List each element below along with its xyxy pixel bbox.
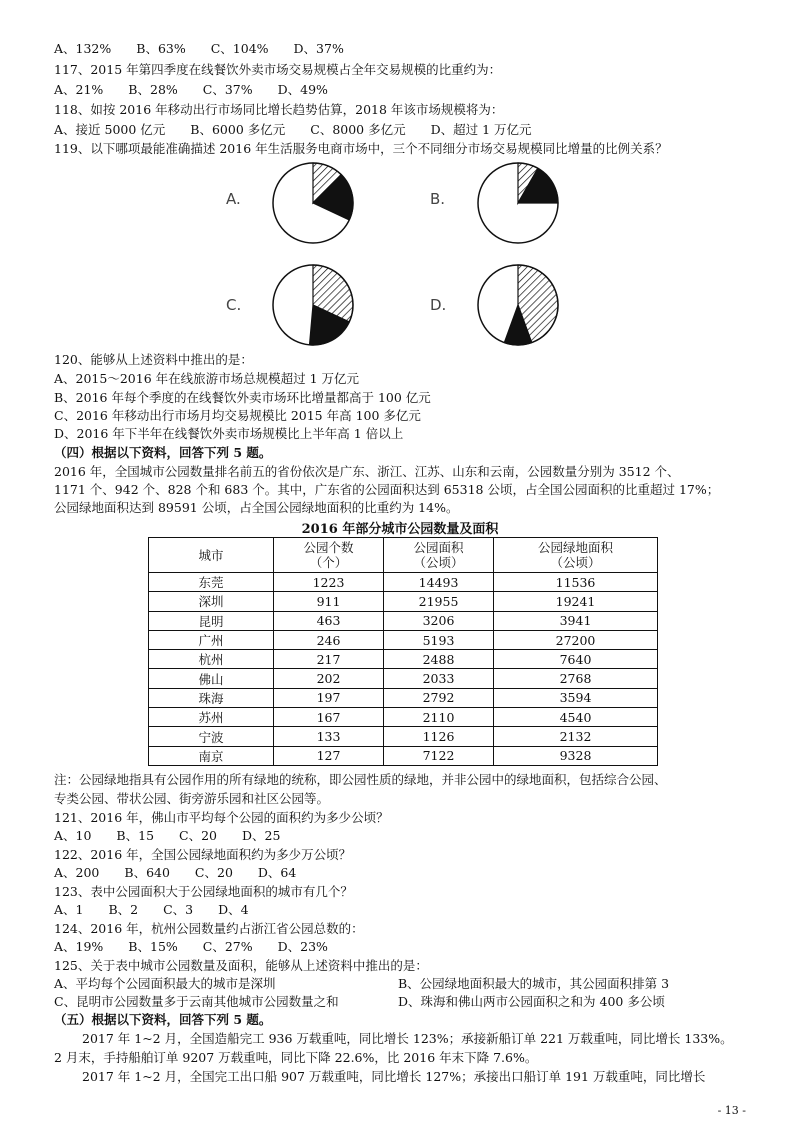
question-125: 125、关于表中城市公园数量及面积，能够从上述资料中推出的是：: [54, 958, 428, 973]
cell-count: 1223: [274, 573, 384, 592]
cell-city: 广州: [149, 630, 274, 649]
question-120: 120、能够从上述资料中推出的是：: [54, 352, 253, 367]
question-124: 124、2016 年，杭州公园数量约占浙江省公园总数的：: [54, 921, 364, 936]
cell-green: 4540: [494, 708, 658, 727]
pie-label-c: C.: [226, 296, 242, 314]
cell-green: 2768: [494, 669, 658, 688]
cell-city: 东莞: [149, 573, 274, 592]
table-note-1: 注：公园绿地指具有公园作用的所有绿地的统称，即公园性质的绿地，并非公园中的绿地面积，包括综合公园、: [54, 772, 667, 787]
options-124: A、19% B、15% C、27% D、23%: [54, 939, 328, 954]
question-119: 119、以下哪项最能准确描述 2016 年生活服务电商市场中，三个不同细分市场交易规模同比增量的比例关系？: [54, 141, 668, 156]
table-row: [149, 573, 658, 592]
section-4-heading: （四）根据以下资料，回答下列 5 题。: [54, 445, 272, 460]
cell-city: 深圳: [149, 592, 274, 611]
cell-count: 167: [274, 708, 384, 727]
cell-city: 南京: [149, 746, 274, 765]
question-118: 118、如按 2016 年移动出行市场同比增长趋势估算，2018 年该市场规模将为：: [54, 102, 504, 117]
cell-area: 2033: [384, 669, 494, 688]
header-park-count: 公园个数 （个）: [274, 538, 384, 573]
table-row: [149, 611, 658, 630]
cell-count: 463: [274, 611, 384, 630]
cell-count: 911: [274, 592, 384, 611]
option-120-a: A、2015～2016 年在线旅游市场总规模超过 1 万亿元: [54, 371, 360, 386]
question-122: 122、2016 年，全国公园绿地面积约为多少万公顷？: [54, 847, 352, 862]
cell-count: 127: [274, 746, 384, 765]
cell-count: 202: [274, 669, 384, 688]
table-row: [149, 630, 658, 649]
pie-chart-b: [475, 160, 561, 246]
pie-label-b: B.: [430, 190, 446, 208]
cell-count: 133: [274, 727, 384, 746]
cell-green: 9328: [494, 746, 658, 765]
table-row: [149, 746, 658, 765]
option-120-c: C、2016 年移动出行市场月均交易规模比 2015 年高 100 多亿元: [54, 408, 421, 423]
question-121: 121、2016 年，佛山市平均每个公园的面积约为多少公顷？: [54, 810, 389, 825]
option-125-b: B、公园绿地面积最大的城市，其公园面积排第 3: [398, 976, 670, 991]
header-park-area: 公园面积 （公顷）: [384, 538, 494, 573]
table-row: [149, 650, 658, 669]
section-5-paragraph-3: 2017 年 1~2 月，全国完工出口船 907 万载重吨，同比增长 127%；承接出口船订单 191 万载重吨，同比增长: [82, 1069, 706, 1084]
table-row: [149, 688, 658, 707]
section-4-paragraph-1: 2016 年，全国城市公园数量排名前五的省份依次是广东、浙江、江苏、山东和云南，公园数量分别为 3512 个、: [54, 464, 680, 479]
cell-area: 2792: [384, 688, 494, 707]
section-4-paragraph-2: 1171 个、942 个、828 个和 683 个。其中，广东省的公园面积达到 65318 公顷，占全国公园面积的比重超过 17%；: [54, 482, 720, 497]
pie-label-a: A.: [226, 190, 241, 208]
park-data-table: [148, 537, 658, 766]
cell-city: 佛山: [149, 669, 274, 688]
cell-city: 宁波: [149, 727, 274, 746]
options-121: A、10 B、15 C、20 D、25: [54, 828, 281, 843]
cell-city: 昆明: [149, 611, 274, 630]
options-123: A、1 B、2 C、3 D、4: [54, 902, 249, 917]
pie-chart-a: [270, 160, 356, 246]
pie-chart-c: [270, 262, 356, 348]
header-city: 城市: [149, 538, 274, 573]
cell-area: 21955: [384, 592, 494, 611]
table-row: [149, 669, 658, 688]
options-122: A、200 B、640 C、20 D、64: [54, 865, 297, 880]
section-4-paragraph-3: 公园绿地面积达到 89591 公顷，占全国公园绿地面积的比重约为 14%。: [54, 500, 459, 515]
cell-city: 苏州: [149, 708, 274, 727]
cell-count: 246: [274, 630, 384, 649]
table-header-row: [149, 538, 658, 573]
question-123: 123、表中公园面积大于公园绿地面积的城市有几个？: [54, 884, 353, 899]
pie-label-d: D.: [430, 296, 447, 314]
cell-green: 11536: [494, 573, 658, 592]
cell-area: 5193: [384, 630, 494, 649]
option-120-b: B、2016 年每个季度的在线餐饮外卖市场环比增量都高于 100 亿元: [54, 390, 431, 405]
options-116: A、132% B、63% C、104% D、37%: [54, 41, 344, 56]
cell-count: 217: [274, 650, 384, 669]
cell-green: 2132: [494, 727, 658, 746]
table-caption: 2016 年部分城市公园数量及面积: [301, 522, 499, 537]
table-row: [149, 708, 658, 727]
section-5-paragraph-1: 2017 年 1~2 月，全国造船完工 936 万载重吨，同比增长 123%；承接新船订单 221 万载重吨，同比增长 133%。: [82, 1031, 733, 1046]
table-row: [149, 592, 658, 611]
cell-count: 197: [274, 688, 384, 707]
header-green-area: 公园绿地面积 （公顷）: [494, 538, 658, 573]
table-note-2: 专类公园、带状公园、街旁游乐园和社区公园等。: [54, 791, 330, 806]
cell-city: 杭州: [149, 650, 274, 669]
cell-green: 19241: [494, 592, 658, 611]
cell-city: 珠海: [149, 688, 274, 707]
pie-chart-d: [475, 262, 561, 348]
cell-green: 3941: [494, 611, 658, 630]
option-120-d: D、2016 年下半年在线餐饮外卖市场规模比上半年高 1 倍以上: [54, 426, 404, 441]
table-row: [149, 727, 658, 746]
option-125-c: C、昆明市公园数量多于云南其他城市公园数量之和: [54, 994, 339, 1009]
option-125-a: A、平均每个公园面积最大的城市是深圳: [54, 976, 276, 991]
question-117: 117、2015 年第四季度在线餐饮外卖市场交易规模占全年交易规模的比重约为：: [54, 62, 502, 77]
option-125-d: D、珠海和佛山两市公园面积之和为 400 多公顷: [398, 994, 665, 1009]
cell-green: 7640: [494, 650, 658, 669]
options-118: A、接近 5000 亿元 B、6000 多亿元 C、8000 多亿元 D、超过 1 万亿元: [54, 122, 532, 137]
section-5-paragraph-2: 2 月末，手持船舶订单 9207 万载重吨，同比下降 22.6%，比 2016 年末下降 7.6%。: [54, 1050, 538, 1065]
cell-area: 2488: [384, 650, 494, 669]
cell-area: 14493: [384, 573, 494, 592]
cell-area: 3206: [384, 611, 494, 630]
cell-area: 7122: [384, 746, 494, 765]
cell-area: 2110: [384, 708, 494, 727]
cell-green: 27200: [494, 630, 658, 649]
section-5-heading: （五）根据以下资料，回答下列 5 题。: [54, 1012, 272, 1027]
page-number: - 13 -: [717, 1104, 746, 1117]
cell-area: 1126: [384, 727, 494, 746]
options-117: A、21% B、28% C、37% D、49%: [54, 82, 328, 97]
cell-green: 3594: [494, 688, 658, 707]
